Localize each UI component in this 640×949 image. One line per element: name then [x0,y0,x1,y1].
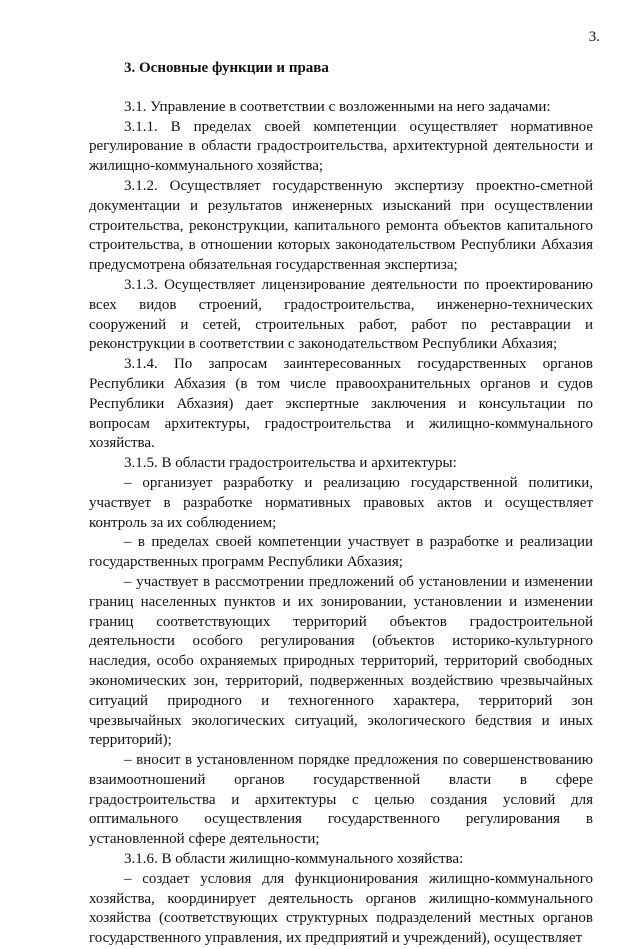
paragraph-3-1-1: 3.1.1. В пределах своей компетенции осуществляет нормативное регулирование в области градостроительства, архитектурной деятельности и жилищно-коммунального хозяйства; [89,118,593,175]
paragraph-3-1-5: 3.1.5. В области градостроительства и архитектуры: [124,455,457,472]
list-item-boundaries: – участвует в рассмотрении предложений об установлении и изменении границ населенных пунктов и их зонировании, установлении и изменении границ соответствующих территорий объектов градостроительной деятельности особого регулирования (объектов историко-культурного наследия, особо охраняемых природных территорий, территорий свободных экономических зон, территорий, подверженных воздействию чрезвычайных ситуаций природного и техногенного характера, территорий зон чрезвычайных экологических ситуаций, экологического бедствия и иных территорий); [89,573,593,749]
paragraph-3-1-6: 3.1.6. В области жилищно-коммунального хозяйства: [124,851,464,868]
paragraph-3-1-3: 3.1.3. Осуществляет лицензирование деятельности по проектированию всех видов строений, градостроительства, инженерно-технических сооружений и сетей, строительных работ, работ по реставрации и реконструкции в соответствии с законодательством Республики Абхазия; [89,276,593,353]
paragraph-3-1: 3.1. Управление в соответствии с возложенными на него задачами: [124,98,551,115]
paragraph-3-1-4: 3.1.4. По запросам заинтересованных государственных органов Республики Абхазия (в том числе правоохранительных органов и судов Республики Абхазия) дает экспертные заключения и консультации по вопросам архитектуры, градостроительства и жилищно-коммунального хозяйства. [89,356,593,452]
document-body [89,59,593,949]
list-item-housing: – создает условия для функционирования жилищно-коммунального хозяйства, координирует деятельность органов жилищно-коммунального хозяйства (соответствующих структурных подразделений местных органов государственного управления, их предприятий и учреждений), осуществляет [89,870,593,947]
list-item-policy: – организует разработку и реализацию государственной политики, участвует в разработке нормативных правовых актов и осуществляет контроль за их соблюдением; [89,474,593,531]
list-item-programs: – в пределах своей компетенции участвует в разработке и реализации государственных программ Республики Абхазия; [89,534,593,571]
list-item-proposals: – вносит в установленном порядке предложения по совершенствованию взаимоотношений органов государственной власти в сфере градостроительства и архитектуры с целью создания условий для оптимального осуществления государственного регулирования в установленной сфере деятельности; [89,752,593,848]
section-heading: 3. Основные функции и права [124,60,329,76]
page-number: 3. [588,29,600,45]
paragraph-3-1-2: 3.1.2. Осуществляет государственную экспертизу проектно-сметной документации и результатов инженерных изысканий при осуществлении строительства, реконструкции, капитального ремонта объектов капитального строительства, в отношении которых законодательством Республики Абхазия предусмотрена обязательная государственная экспертиза; [89,177,593,274]
